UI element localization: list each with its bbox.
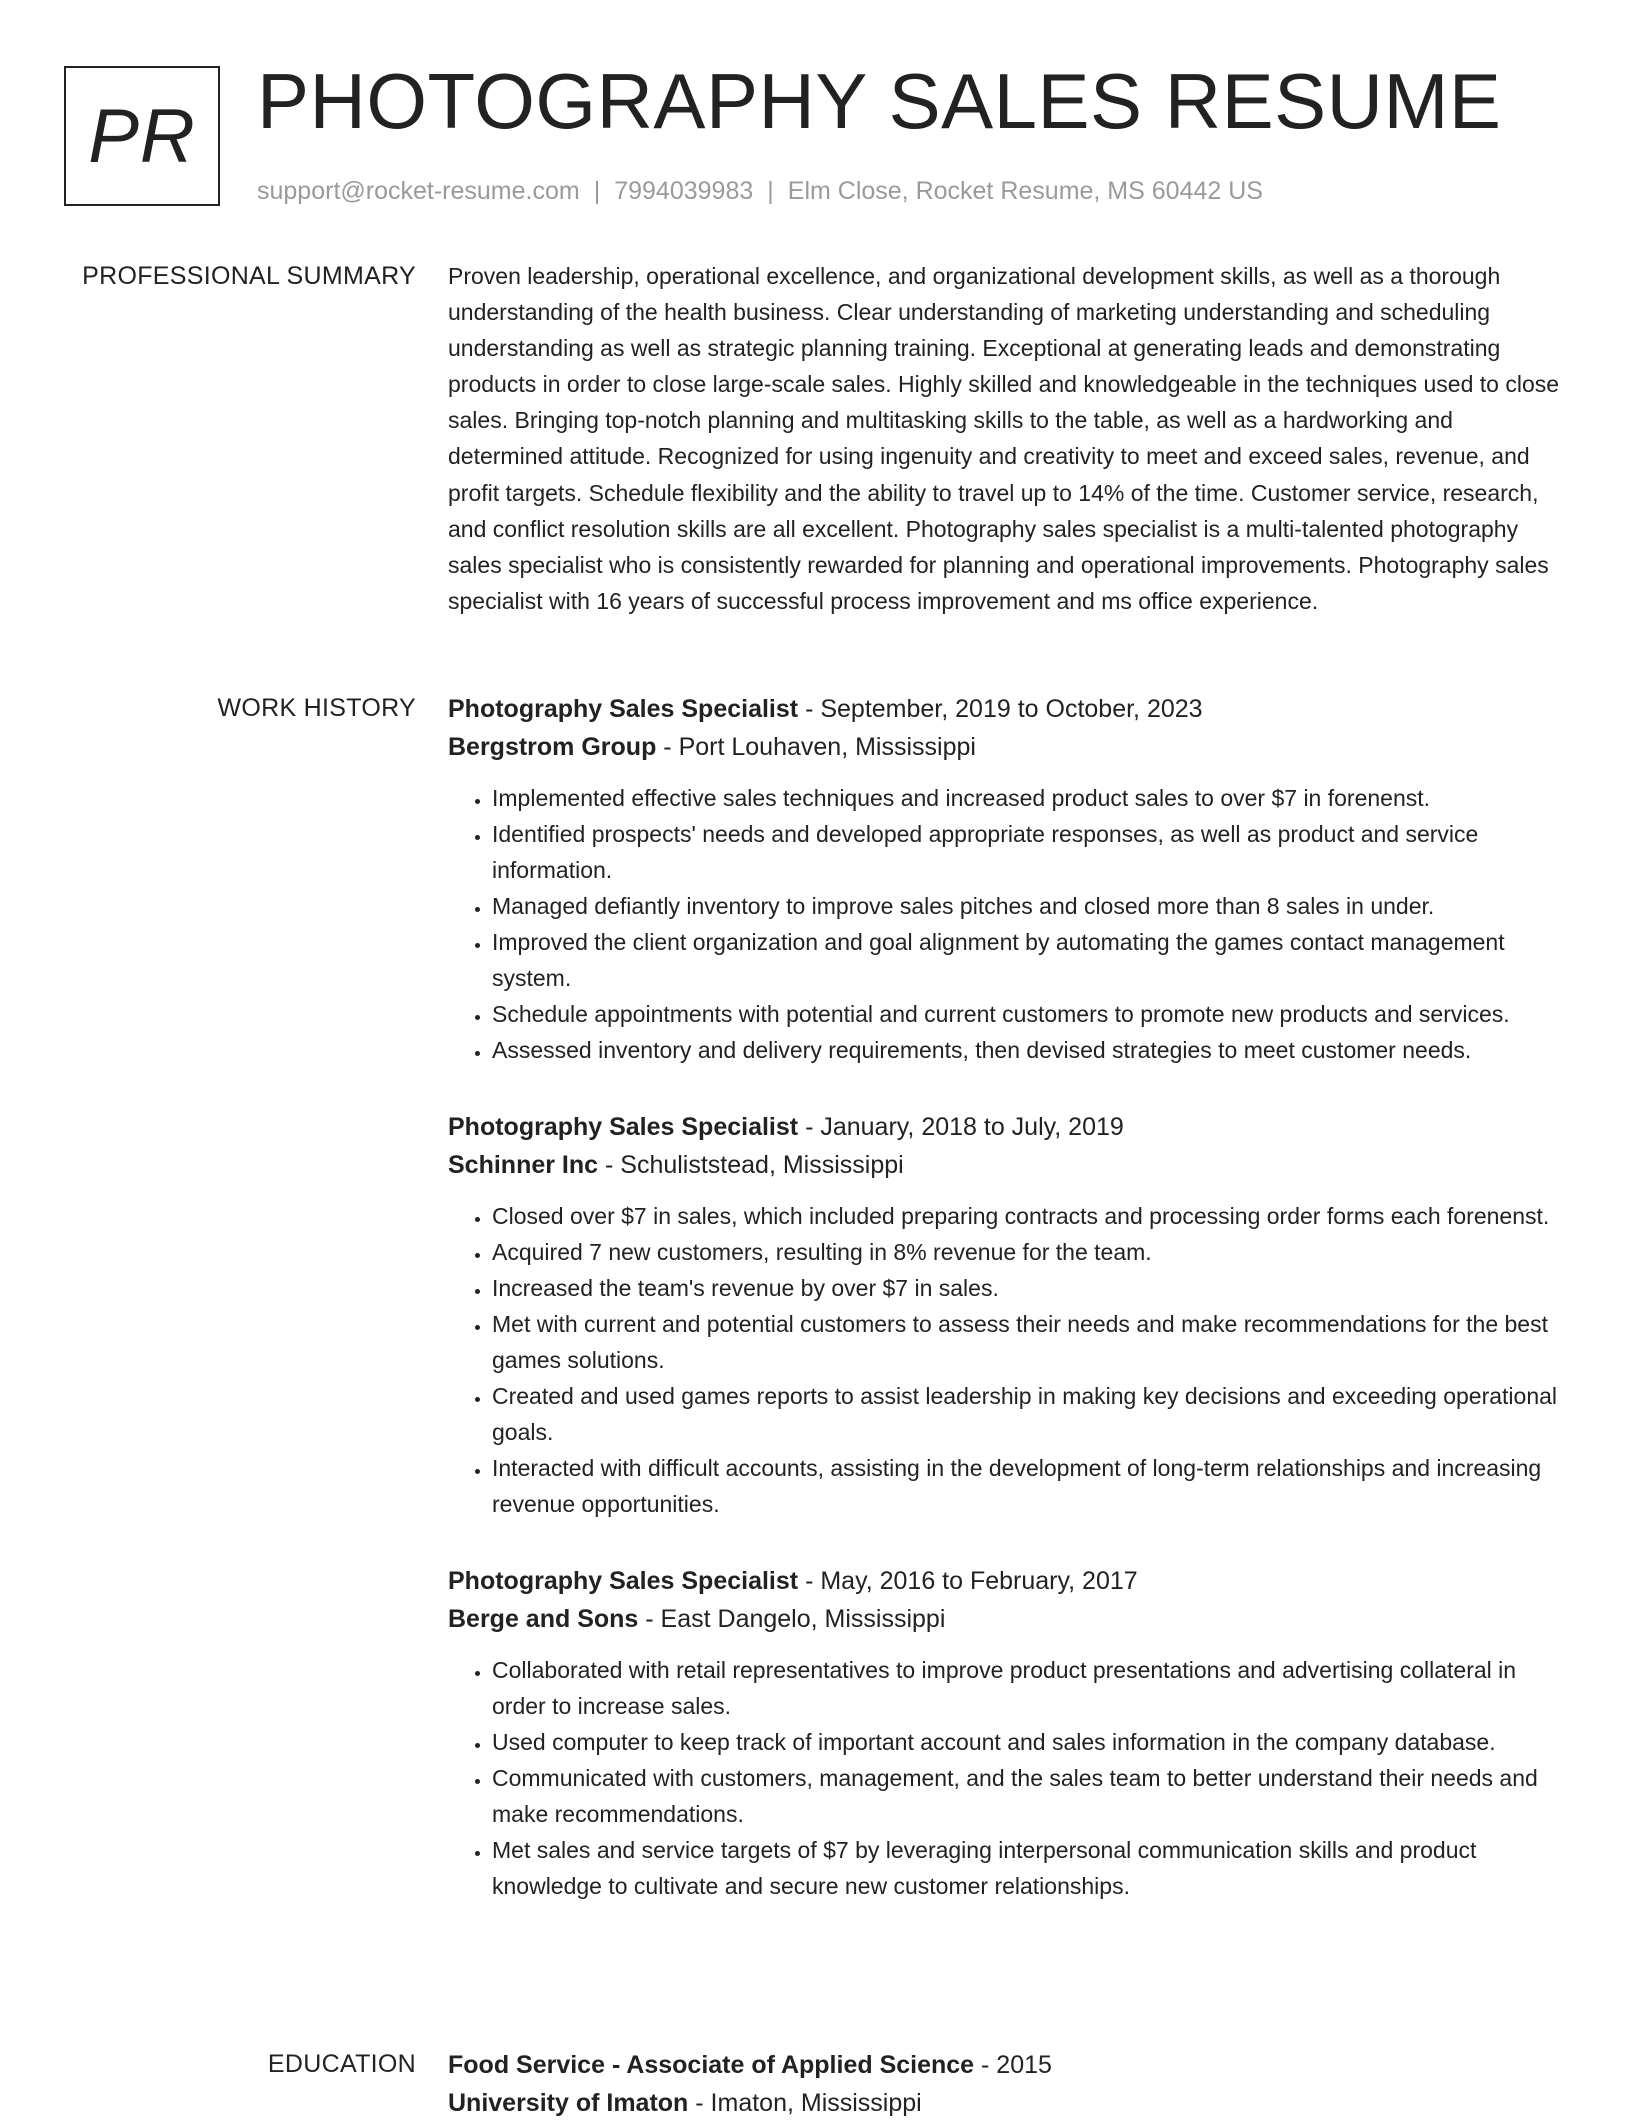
- job-company: Bergstrom Group: [448, 733, 657, 761]
- education-school: University of Imaton: [448, 2089, 689, 2117]
- job-title-line: [448, 1562, 1564, 1600]
- education-school-line: [448, 2084, 1564, 2122]
- job-location: - Schuliststead, Mississippi: [598, 1151, 904, 1179]
- job-company: Schinner Inc: [448, 1151, 599, 1179]
- education-degree-line: [448, 2046, 1564, 2084]
- summary-body: [448, 258, 1564, 619]
- contact-separator: |: [767, 177, 774, 205]
- job-entry: [448, 1562, 1564, 1904]
- contact-address: Elm Close, Rocket Resume, MS 60442 US: [787, 177, 1263, 205]
- job-location: - Port Louhaven, Mississippi: [656, 733, 976, 761]
- section-label-summary: PROFESSIONAL SUMMARY: [82, 262, 416, 290]
- monogram-logo: PR: [64, 66, 220, 206]
- education-body: [448, 2046, 1564, 2122]
- job-dates: - May, 2016 to February, 2017: [798, 1567, 1138, 1595]
- job-bullets: [448, 1652, 1564, 1904]
- job-bullet: • Improved the client organization and goal alignment by automating the games contact management system.: [492, 924, 1564, 996]
- contact-line: [257, 174, 1263, 208]
- job-bullet: • Acquired 7 new customers, resulting in 8% revenue for the team.: [492, 1234, 1564, 1270]
- job-company-line: [448, 728, 1564, 766]
- education-year: - 2015: [974, 2051, 1052, 2079]
- contact-phone[interactable]: 7994039983: [614, 177, 754, 205]
- job-dates: - September, 2019 to October, 2023: [798, 695, 1203, 723]
- job-bullet: • Used computer to keep track of important account and sales information in the company database.: [492, 1724, 1564, 1760]
- contact-email[interactable]: support@rocket-resume.com: [257, 177, 580, 205]
- job-company: Berge and Sons: [448, 1605, 639, 1633]
- education-location: - Imaton, Mississippi: [688, 2089, 922, 2117]
- job-bullet: • Communicated with customers, management, and the sales team to better understand their needs and make recommendations.: [492, 1760, 1564, 1832]
- job-company-line: [448, 1600, 1564, 1638]
- job-title-line: [448, 1108, 1564, 1146]
- job-bullets: [448, 1198, 1564, 1522]
- section-label-education: EDUCATION: [267, 2050, 416, 2078]
- job-bullet: • Managed defiantly inventory to improve sales pitches and closed more than 8 sales in under.: [492, 888, 1564, 924]
- job-dates: - January, 2018 to July, 2019: [798, 1113, 1124, 1141]
- job-bullet: • Closed over $7 in sales, which included preparing contracts and processing order forms each forenenst.: [492, 1198, 1564, 1234]
- job-bullet: • Created and used games reports to assist leadership in making key decisions and exceeding operational goals.: [492, 1378, 1564, 1450]
- job-location: - East Dangelo, Mississippi: [638, 1605, 946, 1633]
- job-title: Photography Sales Specialist: [448, 695, 799, 723]
- section-label-work-history: WORK HISTORY: [217, 694, 416, 722]
- job-bullets: [448, 780, 1564, 1068]
- job-bullet: • Implemented effective sales techniques and increased product sales to over $7 in forenenst.: [492, 780, 1564, 816]
- job-bullet: • Collaborated with retail representatives to improve product presentations and advertising collateral in order to increase sales.: [492, 1652, 1564, 1724]
- page-title: PHOTOGRAPHY SALES RESUME: [257, 57, 1502, 145]
- job-bullet: • Assessed inventory and delivery requirements, then devised strategies to meet customer needs.: [492, 1032, 1564, 1068]
- job-entry: [448, 1108, 1564, 1522]
- job-title: Photography Sales Specialist: [448, 1113, 799, 1141]
- contact-separator: |: [593, 177, 601, 205]
- job-bullet: • Met sales and service targets of $7 by leveraging interpersonal communication skills and product knowledge to cultivate and secure new customer relationships.: [492, 1832, 1564, 1904]
- job-bullet: • Met with current and potential customers to assess their needs and make recommendations for the best games solutions.: [492, 1306, 1564, 1378]
- job-title-line: [448, 690, 1564, 728]
- job-title: Photography Sales Specialist: [448, 1567, 799, 1595]
- job-company-line: [448, 1146, 1564, 1184]
- work-history-body: [448, 690, 1564, 1944]
- education-degree: Food Service - Associate of Applied Science: [448, 2051, 975, 2079]
- job-bullet: • Increased the team's revenue by over $7 in sales.: [492, 1270, 1564, 1306]
- job-bullet: • Identified prospects' needs and developed appropriate responses, as well as product and service information.: [492, 816, 1564, 888]
- job-bullet: • Interacted with difficult accounts, assisting in the development of long-term relationships and increasing revenue opportunities.: [492, 1450, 1564, 1522]
- job-bullet: • Schedule appointments with potential and current customers to promote new products and services.: [492, 996, 1564, 1032]
- summary-text: Proven leadership, operational excellence, and organizational development skills, as well as a thorough understanding of the health business. Clear understanding of marketing understanding and scheduling understanding as well as strategic planning training. Exceptional at generating leads and demonstrating products in order to close large-scale sales. Highly skilled and knowledgeable in the techniques used to close sales. Bringing top-notch planning and multitasking skills to the table, as well as a hardworking and determined attitude. Recognized for using ingenuity and creativity to meet and exceed sales, revenue, and profit targets. Schedule flexibility and the ability to travel up to 14% of the time. Customer service, research, and conflict resolution skills are all excellent. Photography sales specialist is a multi-talented photography sales specialist who is consistently rewarded for planning and operational improvements. Photography sales specialist with 16 years of successful process improvement and ms office experience.: [448, 263, 1560, 614]
- job-entry: [448, 690, 1564, 1068]
